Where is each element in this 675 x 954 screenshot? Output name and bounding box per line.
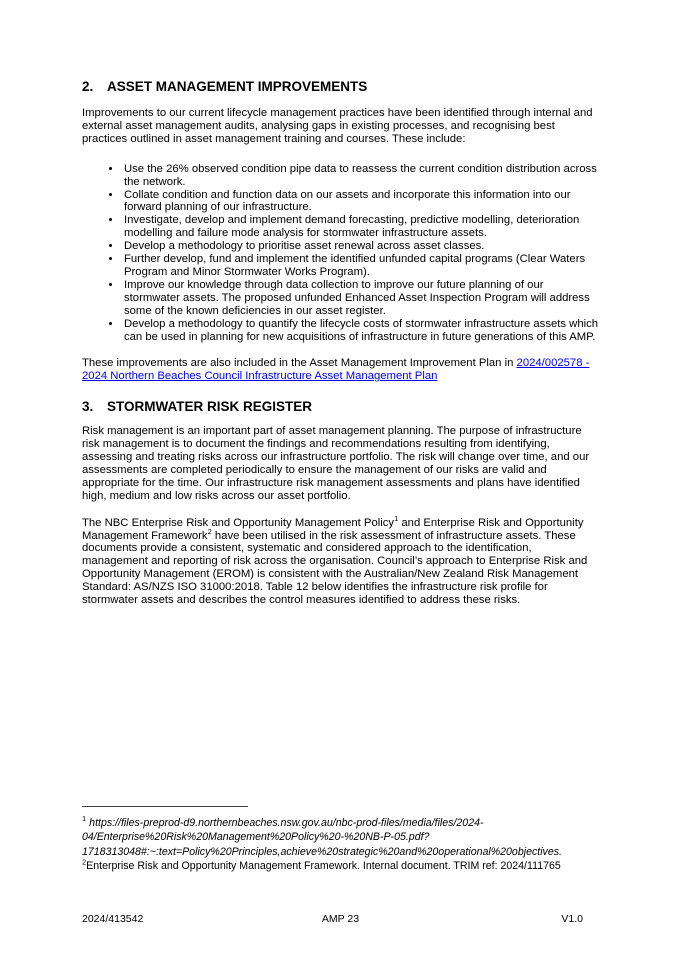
section-3-number: 3. (82, 399, 94, 415)
footnote-1-marker: 1 (82, 814, 87, 824)
list-item: • Develop a methodology to prioritise asset renewal across asset classes. (122, 240, 599, 253)
footnote-divider (82, 806, 248, 807)
footnote-2 (82, 859, 599, 873)
paragraph-text: have been utilised in the risk assessment of infrastructure assets. These documents provide a consistent, systematic and considered approach to the identification, management and reporting of risk across the organisation. Council’s approach to Enterprise Risk and Opportunity Management (EROM) is consistent with the Australian/New Zealand Risk Management Standard: AS/NZS ISO 31000:2018. Table 12 below identifies the infrastructure risk profile for stormwater assets and describes the control measures identified to address these risks. (82, 529, 588, 607)
section-2-heading (82, 79, 599, 94)
page-footer (82, 913, 599, 925)
section-3-paragraph-1: Risk management is an important part of asset management planning. The purpose of infrastructure risk management is to document the findings and recommendations resulting from identifying, assessing and treating risks across our infrastructure portfolio. The risk will change over time, and our assessments are completed periodically to ensure the management of our risks are valid and appropriate for the time. Our infrastructure risk management assessments and plans have identified high, medium and low risks across our asset portfolio. (82, 425, 590, 502)
footnotes-section (82, 806, 599, 874)
footnote-2-text: Enterprise Risk and Opportunity Management Framework. Internal document. TRIM ref: 2024/111765 (86, 860, 561, 873)
closing-text: These improvements are also included in the Asset Management Improvement Plan in (82, 357, 517, 370)
list-item: • Develop a methodology to quantify the lifecycle costs of stormwater infrastructure assets which can be used in planning for new acquisitions of infrastructure in future generations of this AMP. (122, 318, 599, 344)
paragraph-text: and Enterprise Risk and Opportunity Management Framework (82, 516, 584, 542)
footer-page-label: AMP 23 (321, 913, 360, 925)
section-3-title: STORMWATER RISK REGISTER (107, 399, 313, 415)
list-item: • Use the 26% observed condition pipe data to reassess the current condition distribution across the network. (122, 163, 599, 189)
footnote-1-url: https://files-preprod-d9.northernbeaches.nsw.gov.au/nbc-prod-files/media/files/2024-04/Enterprise%20Risk%20Management%20Policy%20-%20NB-P-05.pdf?1718313048#:~:text=Policy%20Principles,achieve%20strategic%20and%20operational%20objectives. (82, 817, 562, 858)
footnote-1 (82, 816, 599, 859)
footnote-ref-2: 2 (207, 526, 212, 536)
list-item: • Collate condition and function data on our assets and incorporate this information into our forward planning of our infrastructure. (122, 189, 599, 215)
section-2-title: ASSET MANAGEMENT IMPROVEMENTS (107, 79, 368, 94)
footer-document-ref: 2024/413542 (82, 913, 144, 925)
list-item: • Investigate, develop and implement demand forecasting, predictive modelling, deterioration modelling and failure mode analysis for stormwater infrastructure assets. (122, 214, 599, 240)
paragraph-text: The NBC Enterprise Risk and Opportunity Management Policy (82, 516, 395, 529)
section-3-heading (82, 399, 599, 414)
section-2-closing-paragraph (82, 357, 599, 383)
section-3-paragraph-2 (82, 513, 599, 607)
list-item: • Improve our knowledge through data collection to improve our future planning of our stormwater assets. The proposed unfunded Enhanced Asset Inspection Program will address some of the known deficiencies in our asset register. (122, 279, 599, 318)
section-2-number: 2. (82, 79, 94, 94)
footnote-2-marker: 2 (82, 857, 87, 867)
footer-version: V1.0 (561, 913, 583, 925)
section-2-intro-paragraph: Improvements to our current lifecycle management practices have been identified through internal and external asset management audits, analysing gaps in existing processes, and recognising best practices outlined in asset management training and courses. These include: (82, 107, 593, 145)
list-item: • Further develop, fund and implement the identified unfunded capital programs (Clear Waters Program and Minor Stormwater Works Program). (122, 253, 599, 279)
improvements-bullet-list (82, 163, 599, 344)
page-content (82, 79, 599, 621)
asset-management-plan-link[interactable]: 2024/002578 - 2024 Northern Beaches Council Infrastructure Asset Management Plan (82, 357, 590, 383)
footnote-ref-1: 1 (394, 513, 399, 523)
